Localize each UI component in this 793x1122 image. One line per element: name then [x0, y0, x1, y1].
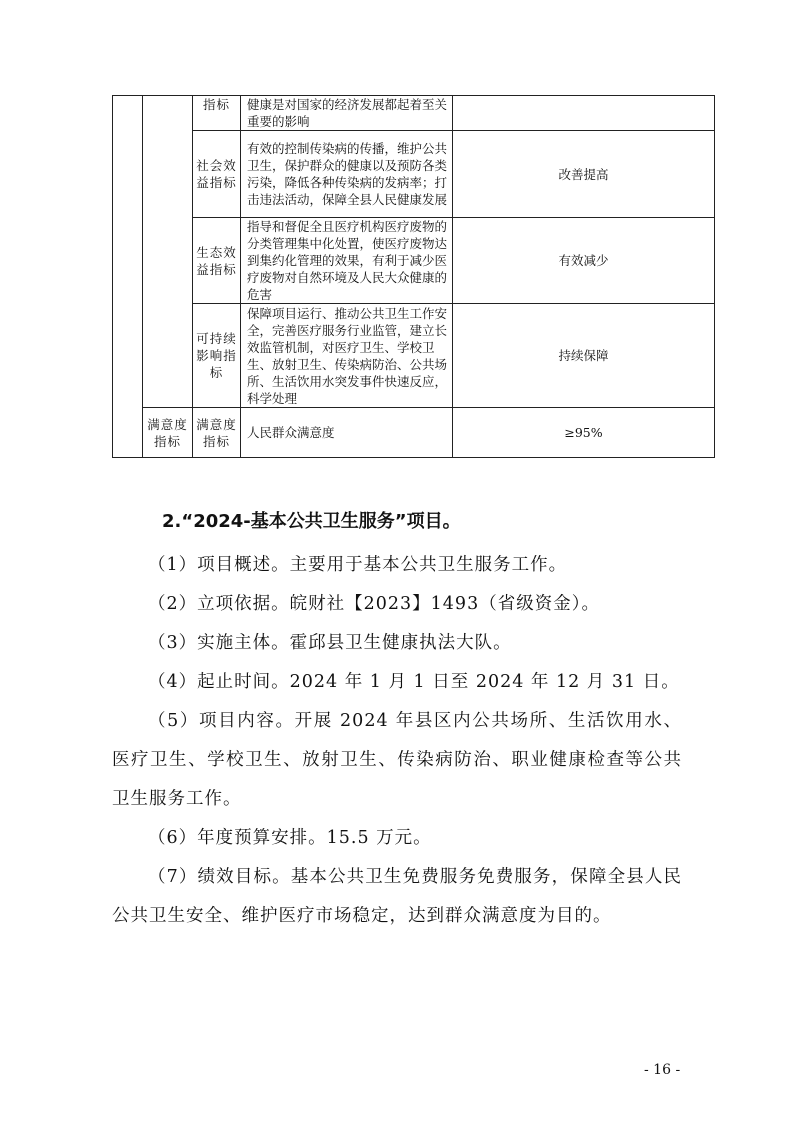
- section-heading: 2.“2024-基本公共卫生服务”项目。: [162, 511, 461, 532]
- indicator-description: 指导和督促全且医疗机构医疗废物的分类管理集中化处置，使医疗废物达到集约化管理的效果，有利于减少医疗废物对自然环境及人民大众健康的危害: [241, 218, 453, 304]
- paragraph-period: （4）起止时间。2024 年 1 月 1 日至 2024 年 12 月 31 日。: [148, 672, 680, 692]
- paragraph-basis: （2）立项依据。皖财社【2023】1493（省级资金）。: [148, 594, 600, 614]
- table-row: [113, 304, 715, 408]
- indicator-category: 指标: [193, 96, 241, 131]
- table-row: [113, 408, 715, 458]
- paragraph-implementer: （3）实施主体。霍邱县卫生健康执法大队。: [148, 633, 512, 653]
- table-row: [113, 131, 715, 218]
- satisfaction-value: ≥95%: [453, 408, 715, 458]
- satisfaction-level3-cell: 满意度指标: [193, 408, 241, 458]
- level2-category-cell: [143, 96, 193, 408]
- indicator-value: [453, 96, 715, 131]
- indicator-value: 持续保障: [453, 304, 715, 408]
- indicator-description: 有效的控制传染病的传播，维护公共卫生，保护群众的健康以及预防各类污染，降低各种传染病的发病率；打击违法活动，保障全县人民健康发展: [241, 131, 453, 218]
- paragraph-budget: （6）年度预算安排。15.5 万元。: [148, 828, 432, 848]
- satisfaction-description: 人民群众满意度: [241, 408, 453, 458]
- paragraph-overview: （1）项目概述。主要用于基本公共卫生服务工作。: [148, 555, 568, 575]
- satisfaction-level2-cell: 满意度指标: [143, 408, 193, 458]
- indicator-category: 社会效益指标: [193, 131, 241, 218]
- indicator-value: 有效减少: [453, 218, 715, 304]
- page-number: - 16 -: [644, 1062, 681, 1078]
- table-row: [113, 96, 715, 131]
- paragraph-goal: （7）绩效目标。基本公共卫生免费服务免费服务，保障全县人民公共卫生安全、维护医疗市场稳定，达到群众满意度为目的。: [112, 867, 682, 926]
- paragraph-content: （5）项目内容。开展 2024 年县区内公共场所、生活饮用水、医疗卫生、学校卫生、放射卫生、传染病防治、职业健康检查等公共卫生服务工作。: [112, 711, 682, 809]
- indicator-category: 可持续影响指标: [193, 304, 241, 408]
- indicator-category: 生态效益指标: [193, 218, 241, 304]
- performance-indicator-table: [112, 95, 715, 458]
- section-body: [112, 498, 682, 936]
- indicator-description: 健康是对国家的经济发展都起着至关重要的影响: [241, 96, 453, 131]
- indicator-value: 改善提高: [453, 131, 715, 218]
- level1-category-cell: [113, 96, 143, 458]
- indicator-description: 保障项目运行、推动公共卫生工作安全，完善医疗服务行业监管，建立长效监管机制，对医疗卫生、学校卫生、放射卫生、传染病防治、公共场所、生活饮用水突发事件快速反应，科学处理: [241, 304, 453, 408]
- table-row: [113, 218, 715, 304]
